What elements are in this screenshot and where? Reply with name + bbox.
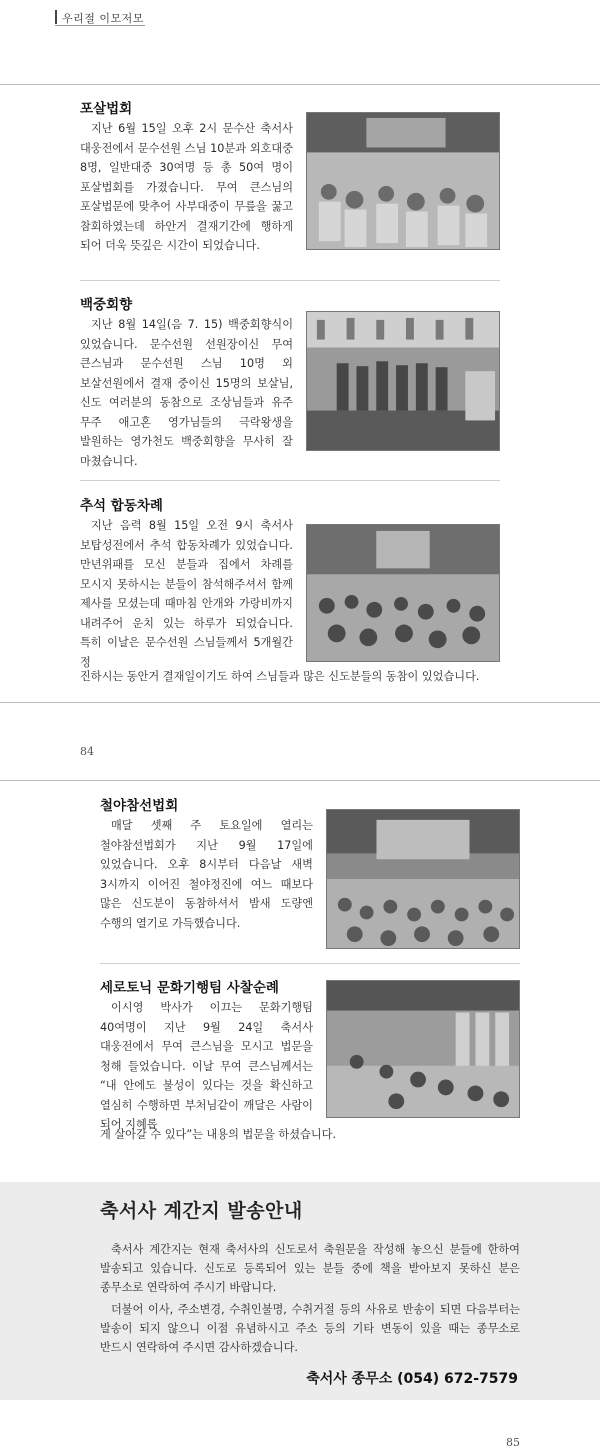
section-title: 포살법회	[80, 101, 133, 117]
section-body-continued: 진하시는 동안거 결재일이기도 하여 스님들과 많은 신도분들의 동참이 있었습니다.	[80, 670, 480, 683]
page-top-rule	[0, 84, 600, 85]
running-header	[55, 10, 165, 24]
section-title: 세로토닉 문화기행팀 사찰순례	[100, 980, 279, 996]
section-body: 지난 8월 14일(음 7. 15) 백중회향식이 있었습니다. 문수선원 선원장이신 무여 큰스님과 문수선원 스님 10명 외 보살선원에서 결재 중이신 15명의 보살님, 신도 여러분의 동참으로 조상님들과 유주 무주 애고혼 영가님들의 극락왕생을 발원하는 영가천도 백중회향을 무사히 잘 마쳤습니다.	[80, 318, 293, 468]
section-body: 지난 음력 8월 15일 오전 9시 축서사 보탑성전에서 추석 합동차례가 있었습니다. 만년위패를 모신 분들과 집에서 차례를 모시지 못하시는 분들이 참석해주셔서 함께 제사를 모셨는데 때마침 안개와 가랑비까지 내려주어 운치 있는 하루가 되었습니다. 특히 이날은 문수선원 스님들께서 5개월간 정	[80, 519, 293, 669]
section-chuseok	[80, 494, 500, 690]
notice-paragraph: 더불어 이사, 주소변경, 수취인불명, 수취거절 등의 사유로 반송이 되면 다음부터는 발송이 되지 않으니 이점 유념하시고 주소 등의 기타 변동이 있을 때는 종무소로 반드시 연락하여 주시면 감사하겠습니다.	[100, 1303, 520, 1354]
page-number-right: 85	[506, 1436, 520, 1449]
section-title: 추석 합동차례	[80, 498, 163, 514]
header-bar	[55, 10, 57, 24]
header-rule	[55, 25, 145, 26]
office-contact: 축서사 종무소 (054) 672-7579	[306, 1371, 518, 1387]
section-serotonic-pilgrimage	[100, 976, 520, 1148]
photo-dharma-talk	[326, 980, 520, 1118]
photo-posal-ceremony	[306, 112, 500, 250]
section-body-continued: 게 살아갈 수 있다”는 내용의 법문을 하셨습니다.	[100, 1128, 337, 1141]
section-body: 매달 셋째 주 토요일에 열리는 철야참선법회가 지난 9월 17일에 있었습니다. 오후 8시부터 다음날 새벽 3시까지 이어진 철야정진에 여느 때보다 많은 신도분이 동참하셔서 밤새 도량엔 수행의 열기로 가득했습니다.	[100, 819, 313, 930]
notice-paragraph: 축서사 계간지는 현재 축서사의 신도로서 축원문을 작성해 놓으신 분들에 한하여 발송되고 있습니다. 신도로 등록되어 있는 분들 중에 책을 받아보지 못하신 분은 종무소로 연락하여 주시기 바랍니다.	[100, 1243, 520, 1294]
section-night-meditation	[100, 794, 520, 950]
header-title: 우리절 이모저모	[62, 12, 144, 25]
section-title: 철야참선법회	[100, 798, 179, 814]
section-baekjung	[80, 293, 500, 468]
section-divider	[100, 963, 520, 964]
section-body: 이시영 박사가 이끄는 문화기행팀 40여명이 지난 9월 24일 축서사 대웅전에서 무여 큰스님을 모시고 법문을 청해 들었습니다. 이날 무여 큰스님께서는 “내 안에도 불성이 있다는 것을 확신하고 열심히 수행하면 부처님같이 깨달은 사람이 되어 지혜롭	[100, 1001, 313, 1131]
photo-chuseok-memorial	[306, 524, 500, 662]
photo-night-meditation	[326, 809, 520, 949]
section-title: 백중회향	[80, 297, 133, 313]
section-divider	[80, 480, 500, 481]
page-84-bottom-rule	[0, 702, 600, 703]
mailing-notice-box	[0, 1182, 600, 1400]
notice-title: 축서사 계간지 발송안내	[100, 1200, 303, 1222]
page-number-left: 84	[80, 745, 94, 758]
section-posal	[80, 97, 500, 269]
section-divider	[80, 280, 500, 281]
section-body: 지난 6월 15일 오후 2시 문수산 축서사 대웅전에서 문수선원 스님 10분과 외호대중 8명, 일반대중 30여명 등 총 50여 명이 포살법회를 가졌습니다. 무여 큰스님의 포살법문에 맞추어 사부대중이 무릎을 꿇고 참회하였는데 하안거 결재기간에 행하게 되어 더욱 뜻깊은 시간이 되었습니다.	[80, 122, 293, 252]
photo-baekjung-ceremony	[306, 311, 500, 451]
page-85-top-rule	[0, 780, 600, 781]
